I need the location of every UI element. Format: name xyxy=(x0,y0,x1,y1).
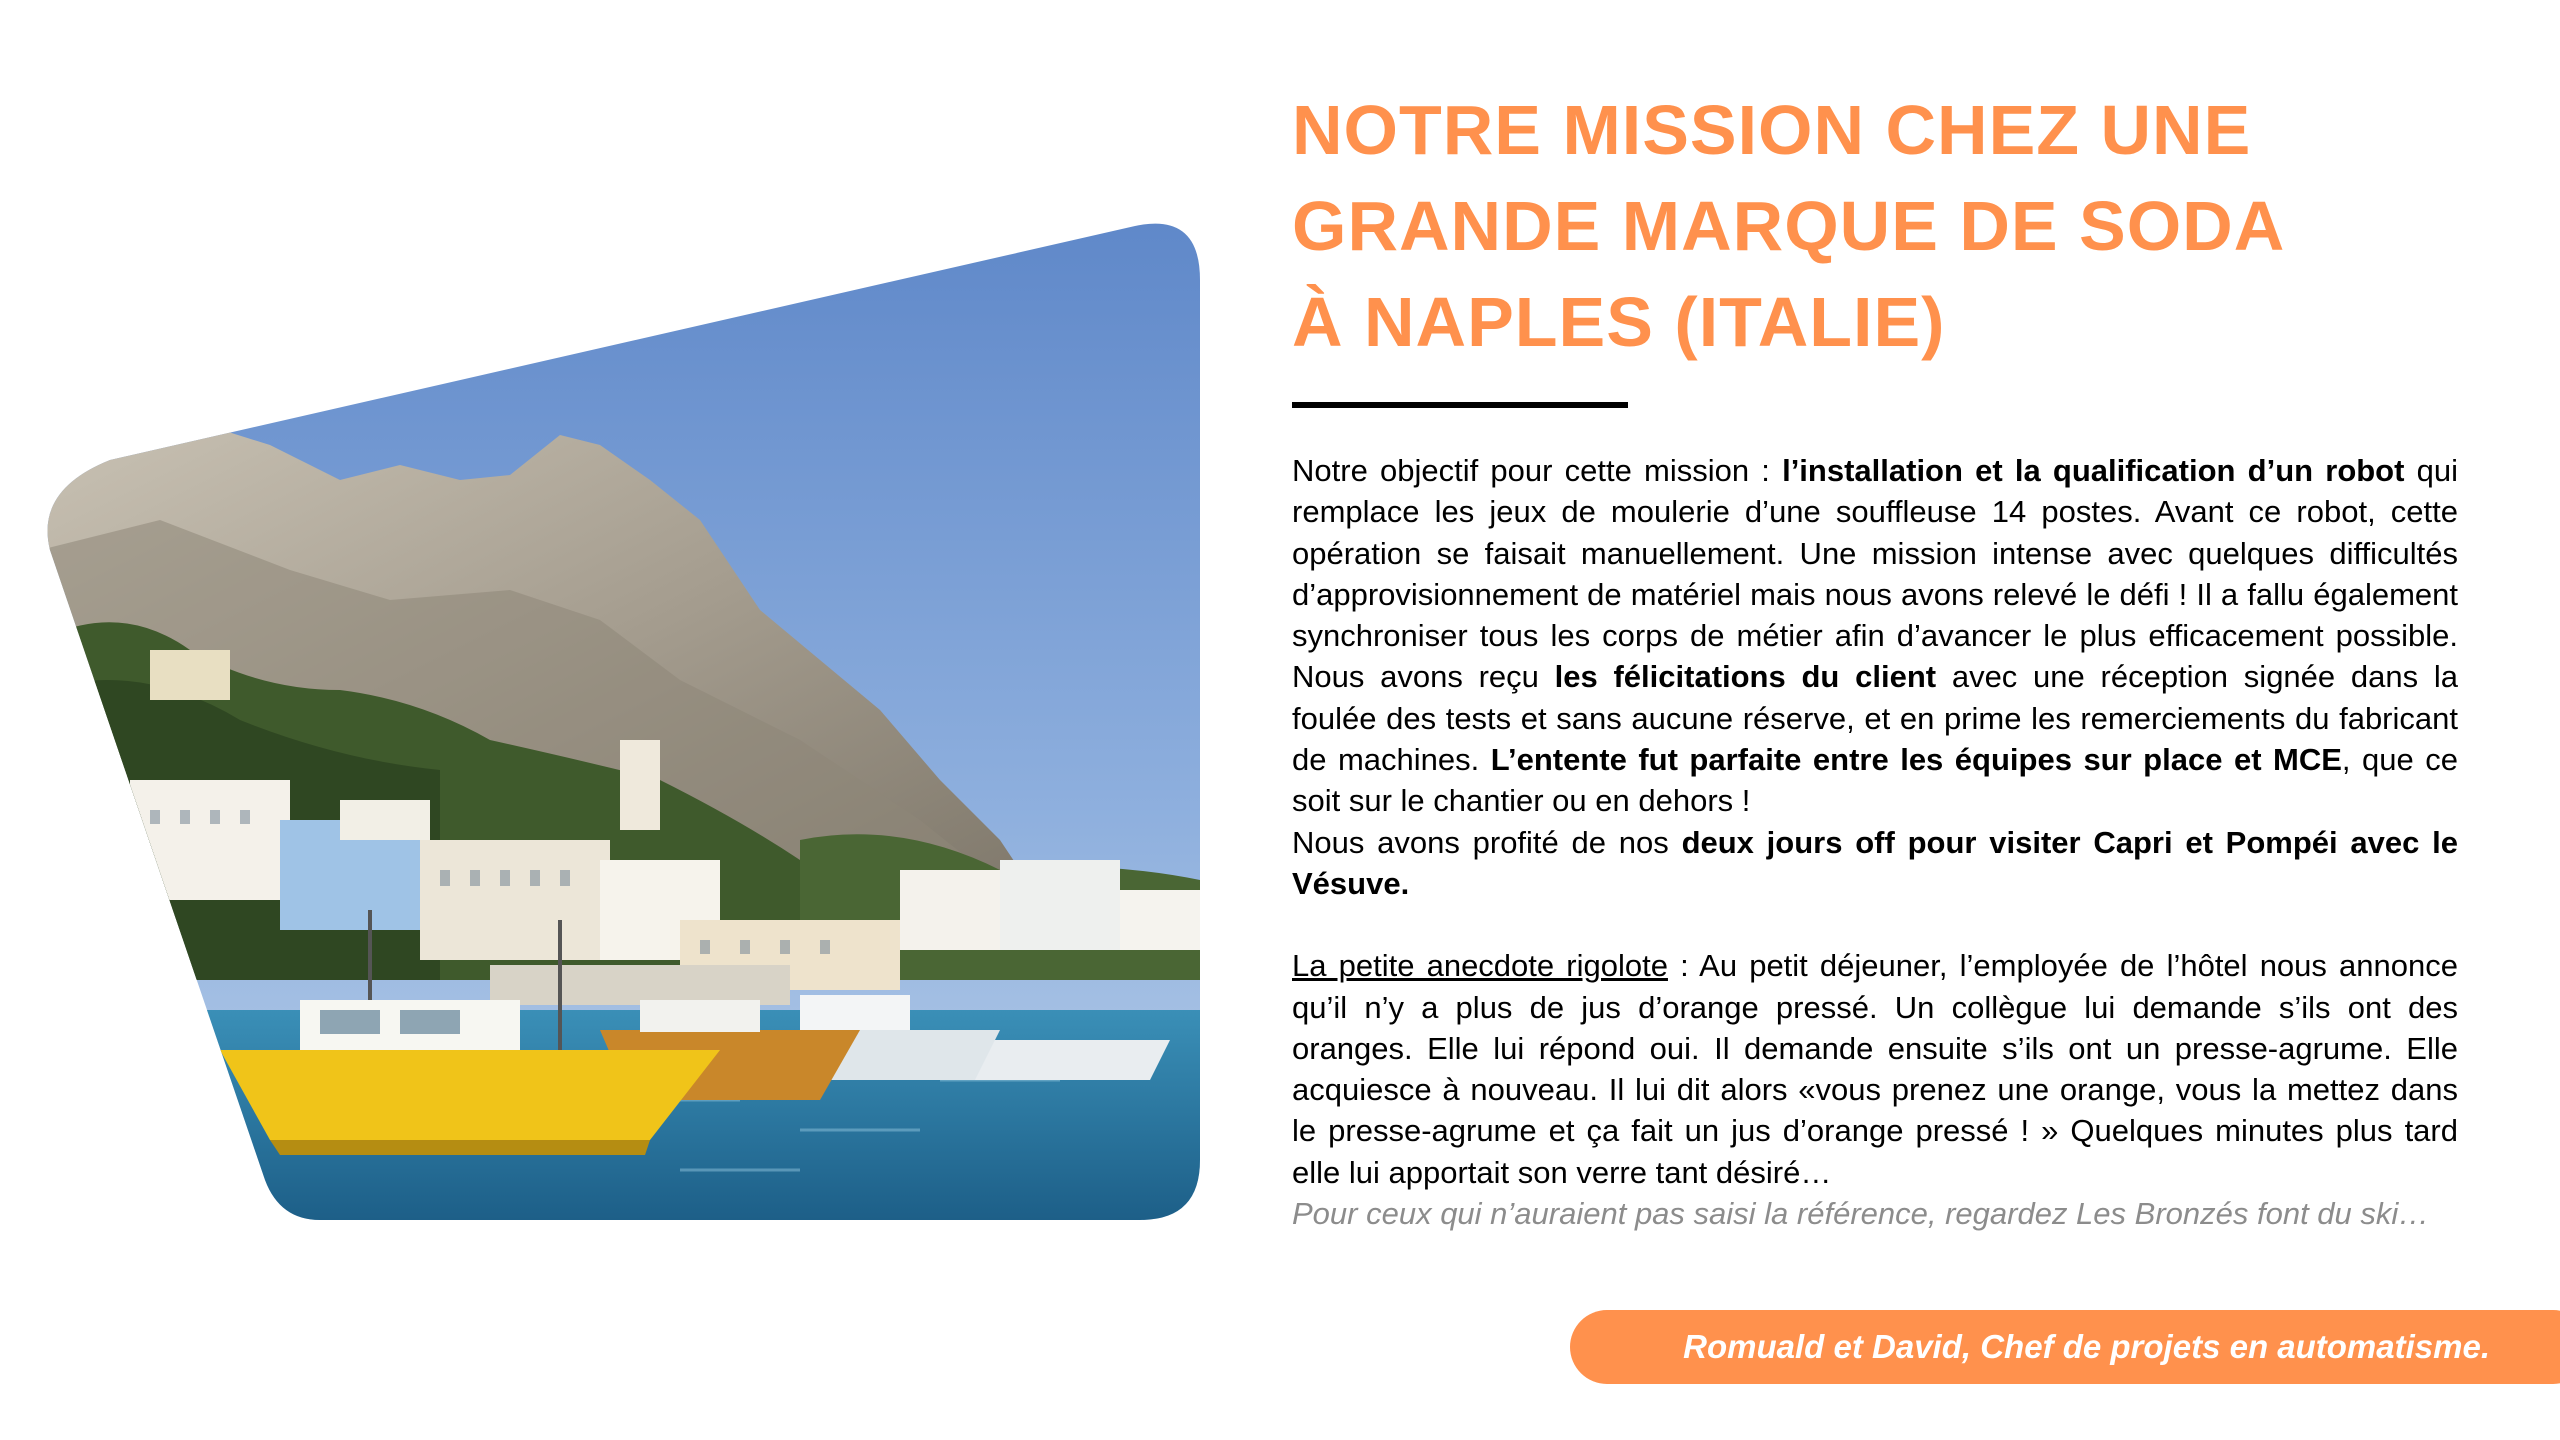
title-divider xyxy=(1292,402,1628,408)
article-body xyxy=(1292,450,2458,1234)
text-run: avec une réception signée dans la foulée des tests et sans aucune réserve, et en prime les remerciements du fabricant de machines. xyxy=(1292,659,2458,778)
emphasis-robot: l’installation et la qualification d’un robot xyxy=(1782,453,2405,488)
anecdote-paragraph xyxy=(1292,945,2458,1193)
harbor-cliffs-photo xyxy=(40,220,1200,1220)
days-off-paragraph xyxy=(1292,822,2458,905)
paragraph-spacer xyxy=(1292,904,2458,945)
text-run: : Au petit déjeuner, l’employée de l’hôtel nous annonce qu’il n’y a plus de jus d’orange pressé. Un collègue lui demande s’ils ont des oranges. Elle lui répond oui. Il demande ensuite s’ils ont un presse-agrume. Elle acquiesce à nouveau. Il lui dit alors «vous prenez une orange, vous la mettez dans le presse-agrume et ça fait un jus d’orange pressé ! » Quelques minutes plus tard elle lui apportait son verre tant désiré… xyxy=(1292,948,2458,1190)
page-title xyxy=(1292,82,2492,370)
anecdote-heading: La petite anecdote rigolote xyxy=(1292,948,1668,984)
title-line-3: À NAPLES (ITALIE) xyxy=(1292,283,1946,361)
text-run: , que ce soit sur le chantier ou en dehors ! xyxy=(1292,742,2458,819)
title-line-1: NOTRE MISSION CHEZ UNE xyxy=(1292,91,2252,169)
emphasis-client: les félicitations du client xyxy=(1554,659,1937,695)
author-signature-banner: Romuald et David, Chef de projets en automatisme. xyxy=(1570,1310,2560,1384)
text-run: Nous avons profité de nos xyxy=(1292,824,1682,860)
text-run: Notre objectif pour cette mission : xyxy=(1292,453,1783,488)
reference-note: Pour ceux qui n’auraient pas saisi la référence, regardez Les Bronzés font du ski… xyxy=(1292,1196,2430,1232)
emphasis-visit: deux jours off pour visiter Capri et Pompéi avec le Vésuve. xyxy=(1292,824,2458,901)
title-line-2: GRANDE MARQUE DE SODA xyxy=(1292,187,2286,265)
mission-paragraph xyxy=(1292,450,2458,822)
emphasis-team: L’entente fut parfaite entre les équipes sur place et MCE xyxy=(1490,742,2342,778)
text-run: qui remplace les jeux de moulerie d’une souffleuse 14 postes. Avant ce robot, cette opération se faisait manuellement. Une mission intense avec quelques difficultés d’approvisionnement de matériel mais nous avons relevé le défi ! Il a fallu également synchroniser tous les corps de métier afin d’avancer le plus efficacement possible. Nous avons reçu xyxy=(1292,453,2459,695)
